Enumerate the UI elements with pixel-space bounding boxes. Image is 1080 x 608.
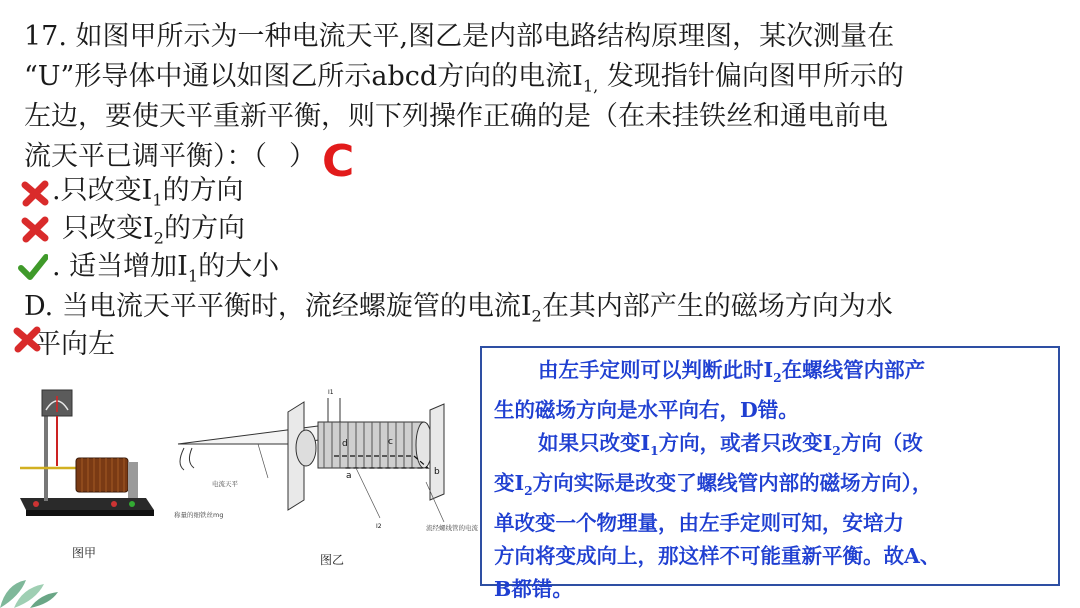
label-i2: I2 (376, 523, 382, 530)
question-line-1: 17. 如图甲所示为一种电流天平,图乙是内部电路结构原理图，某次测量在 (24, 21, 895, 52)
label-b: b (434, 467, 440, 477)
answer-mark: C (322, 136, 355, 187)
cross-icon-option-d (12, 324, 42, 354)
option-d: D. 当电流天平平衡时，流经螺旋管的电流$I_2$在其内部产生的磁场方向为水 (24, 291, 893, 326)
figure-jia-caption: 图甲 (72, 546, 97, 560)
explanation-line-7: B都错。 (494, 577, 573, 602)
explanation-line-1: 由左手定则可以判断此时$I_2$在螺线管内部产 (538, 358, 926, 386)
option-a: .只改变$I_1$的方向 (52, 175, 244, 210)
option-c: . 适当增加$I_1$的大小 (52, 251, 280, 286)
leaf-decoration (0, 578, 62, 608)
balance-photo (16, 386, 158, 520)
option-b: 只改变$I_2$的方向 (62, 213, 245, 248)
question-line-4: 流天平已调平衡）：（ ） (24, 141, 316, 172)
label-c: c (388, 437, 393, 447)
label-tianping: 电流天平 (212, 480, 238, 488)
cross-icon-option-b (20, 214, 50, 244)
explanation-line-4: 变$I_2$方向实际是改变了螺线管内部的磁场方向）， (494, 471, 933, 499)
cross-icon-option-a (20, 178, 50, 208)
explanation-line-6: 方向将变成向上，那这样不可能重新平衡。故A、 (494, 544, 941, 569)
explanation-box (480, 346, 1060, 602)
label-i1: I1 (328, 389, 334, 396)
explanation-line-5: 单改变一个物理量，由左手定则可知，安培力 (494, 511, 904, 536)
explanation-line-3: 如果只改变$I_1$方向，或者只改变$I_2$方向（改 (538, 431, 923, 459)
question-line-3: 左边，要使天平重新平衡，则下列操作正确的是（在未挂铁丝和通电前电 (24, 101, 888, 132)
figure-yi-caption: 图乙 (320, 553, 345, 567)
label-weight: 称量的细铁丝mg (174, 511, 224, 519)
label-d: d (342, 439, 348, 449)
label-a: a (346, 471, 352, 481)
question-line-2: “U”形导体中通以如图乙所示abcd方向的电流$I_{1,}$ 发现指针偏向图甲所示的 (24, 61, 904, 96)
option-d-line-2: 平向左 (34, 329, 115, 360)
explanation-line-2: 生的磁场方向是水平向右，D错。 (494, 398, 799, 423)
check-icon-option-c (18, 252, 48, 282)
label-coil-current: 流经螺线管的电流 (426, 524, 478, 532)
